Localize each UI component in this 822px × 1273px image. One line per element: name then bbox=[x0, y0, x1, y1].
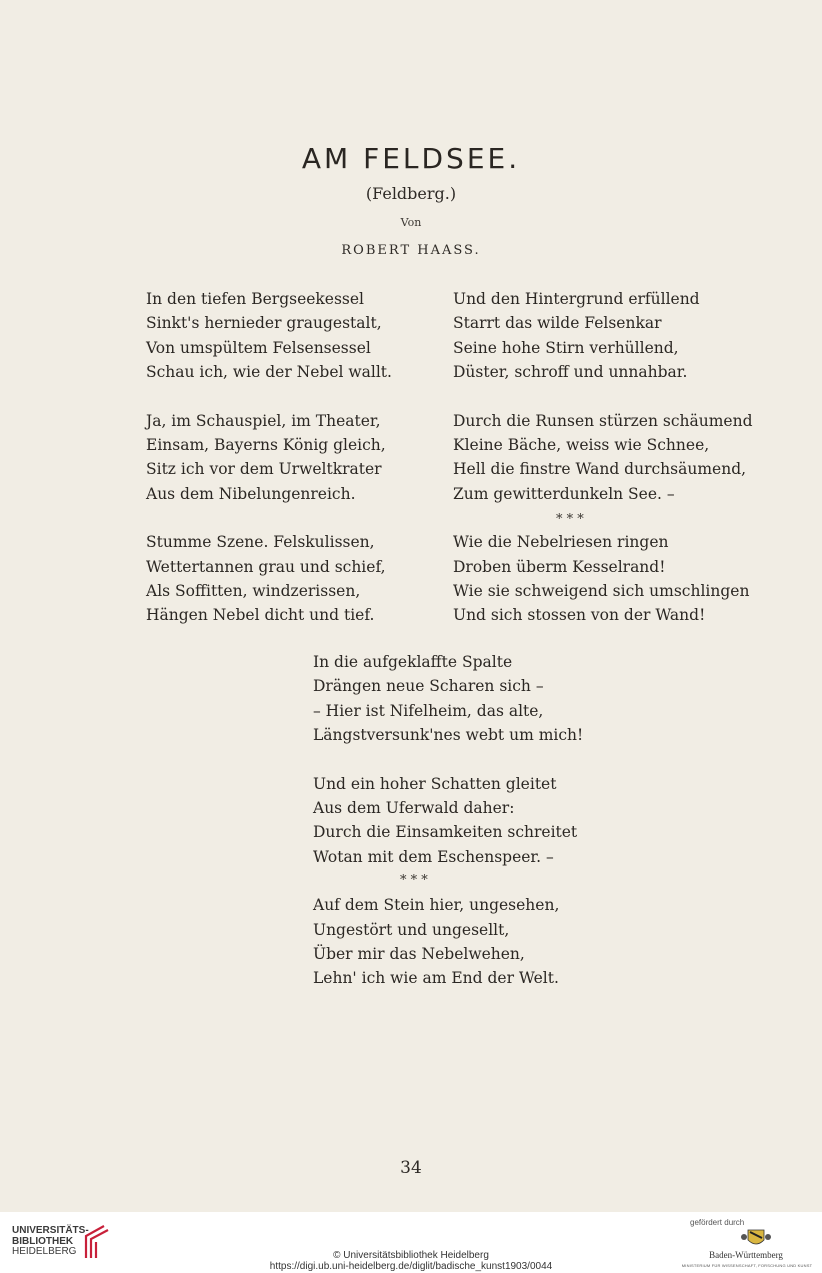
verse-line: Düster, schroff und unnahbar. bbox=[453, 363, 688, 382]
verse-line: Seine hohe Stirn verhüllend, bbox=[453, 338, 679, 357]
verse-line: Kleine Bäche, weiss wie Schnee, bbox=[453, 436, 710, 455]
verse-line: Durch die Runsen stürzen schäumend bbox=[453, 411, 753, 430]
center-column bbox=[313, 650, 583, 1015]
section-stars: * * * bbox=[556, 512, 584, 527]
verse-line: Auf dem Stein hier, ungesehen, bbox=[313, 896, 560, 915]
verse-line: In den tiefen Bergseekessel bbox=[146, 290, 365, 308]
verse-line: Drängen neue Scharen sich – bbox=[313, 677, 544, 696]
verse-line: Einsam, Bayerns König gleich, bbox=[146, 436, 386, 455]
crest-icon bbox=[740, 1228, 772, 1248]
verse-line: Droben überm Kesselrand! bbox=[453, 557, 666, 576]
stanza bbox=[453, 409, 753, 507]
author-name: ROBERT HAASS. bbox=[341, 243, 481, 258]
verse-line: In die aufgeklaffte Spalte bbox=[313, 653, 513, 671]
left-column bbox=[146, 287, 392, 652]
stanza bbox=[146, 287, 392, 385]
section-stars: * * * bbox=[400, 873, 428, 888]
verse-line: Über mir das Nebelwehen, bbox=[313, 945, 525, 964]
verse-line: Hängen Nebel dicht und tief. bbox=[146, 606, 375, 625]
stanza bbox=[313, 650, 583, 748]
stanza bbox=[453, 530, 753, 628]
poem-title: AM FELDSEE. bbox=[301, 142, 521, 175]
poem-subtitle: (Feldberg.) bbox=[365, 184, 457, 203]
stanza bbox=[146, 409, 392, 507]
verse-line: Sitz ich vor dem Urweltkrater bbox=[146, 460, 382, 479]
library-line2: BIBLIOTHEK bbox=[12, 1235, 74, 1247]
verse-line: Und den Hintergrund erfüllend bbox=[453, 290, 700, 308]
verse-line: Starrt das wilde Felsenkar bbox=[453, 314, 662, 333]
verse-line: Aus dem Uferwald daher: bbox=[313, 799, 515, 818]
verse-line: Wotan mit dem Eschenspeer. – bbox=[313, 847, 554, 866]
page-url-link[interactable]: https://digi.ub.uni-heidelberg.de/diglit/badische_kunst1903/0044 bbox=[269, 1261, 553, 1272]
verse-line: Längstversunk'nes webt um mich! bbox=[313, 726, 584, 745]
verse-line: Wie die Nebelriesen ringen bbox=[453, 533, 669, 552]
verse-line: Hell die finstre Wand durchsäumend, bbox=[453, 460, 747, 479]
copyright-text: © Universitätsbibliothek Heidelberg bbox=[333, 1250, 489, 1261]
sponsor-label: gefördert durch bbox=[690, 1218, 745, 1227]
page-number: 34 bbox=[400, 1158, 422, 1178]
verse-line: – Hier ist Nifelheim, das alte, bbox=[313, 701, 544, 720]
library-line3: HEIDELBERG bbox=[12, 1246, 77, 1257]
verse-line: Ungestört und ungesellt, bbox=[313, 920, 510, 939]
verse-line: Wie sie schweigend sich umschlingen bbox=[453, 582, 750, 601]
sponsor-ministry: MINISTERIUM FÜR WISSENSCHAFT, FORSCHUNG UND KUNST bbox=[681, 1263, 813, 1268]
verse-line: Wettertannen grau und schief, bbox=[146, 557, 386, 576]
by-label: Von bbox=[400, 216, 422, 229]
stanza bbox=[313, 772, 583, 870]
stanza bbox=[453, 287, 753, 385]
verse-line: Als Soffitten, windzerissen, bbox=[146, 582, 361, 601]
verse-line: Durch die Einsamkeiten schreitet bbox=[313, 823, 578, 842]
stanza bbox=[146, 530, 392, 628]
right-column bbox=[453, 287, 753, 652]
verse-line: Zum gewitterdunkeln See. – bbox=[453, 484, 675, 503]
verse-line: Und ein hoher Schatten gleitet bbox=[313, 774, 557, 793]
library-line1: UNIVERSITÄTS- bbox=[12, 1225, 89, 1236]
verse-line: Stumme Szene. Felskulissen, bbox=[146, 533, 375, 552]
verse-line: Von umspültem Felsensessel bbox=[146, 338, 371, 357]
verse-line: Schau ich, wie der Nebel wallt. bbox=[146, 363, 392, 382]
verse-line: Lehn' ich wie am End der Welt. bbox=[313, 969, 559, 988]
stanza bbox=[313, 893, 583, 991]
verse-line: Aus dem Nibelungenreich. bbox=[146, 484, 356, 503]
verse-line: Sinkt's hernieder graugestalt, bbox=[146, 314, 382, 333]
sponsor-name: Baden-Württemberg bbox=[709, 1250, 783, 1260]
verse-line: Ja, im Schauspiel, im Theater, bbox=[146, 411, 381, 430]
verse-line: Und sich stossen von der Wand! bbox=[453, 606, 706, 625]
